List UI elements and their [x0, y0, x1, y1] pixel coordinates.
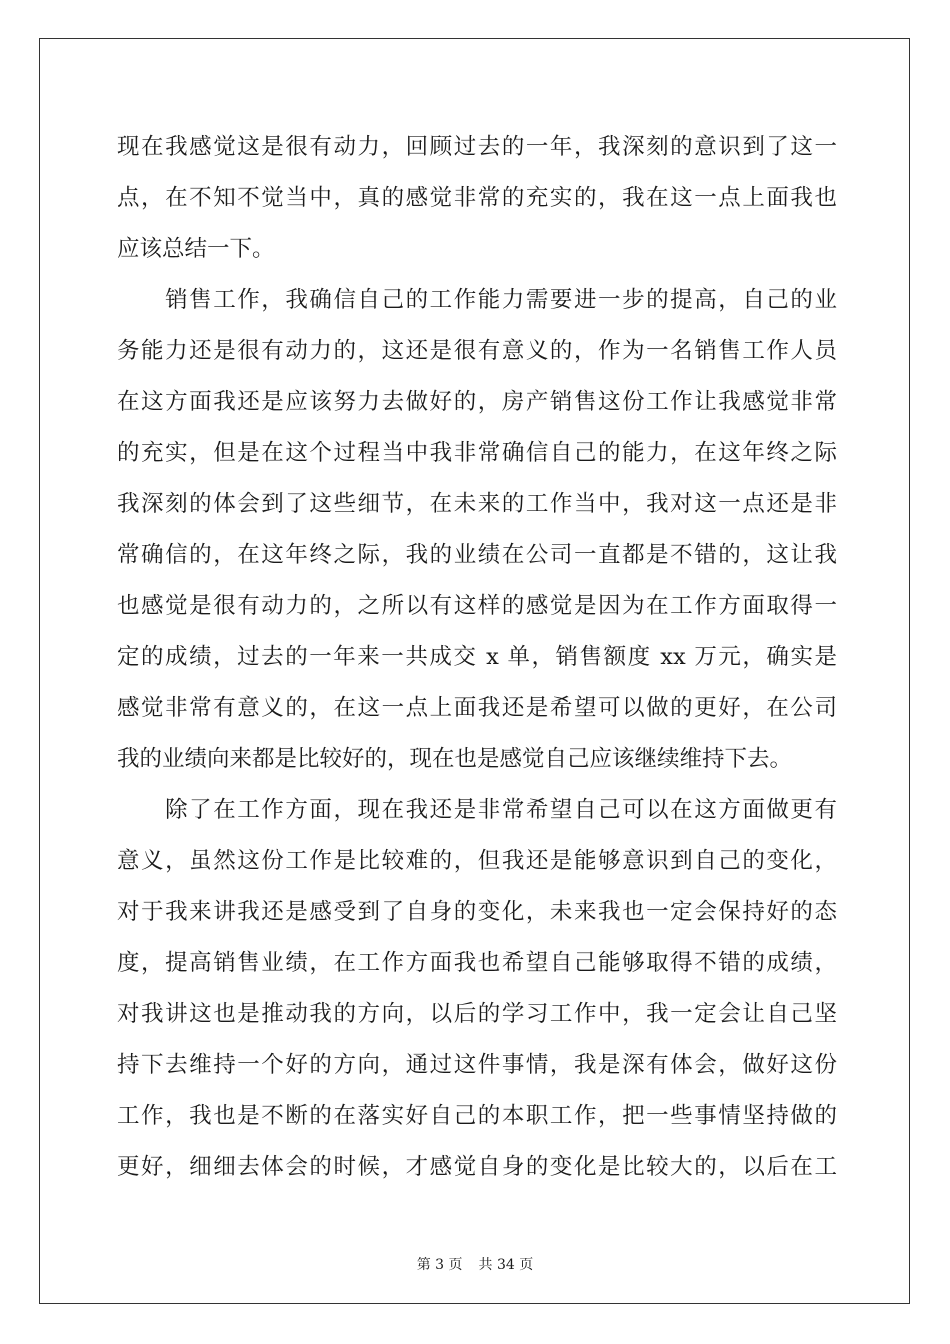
text-line: 除了在工作方面，现在我还是非常希望自己可以在这方面做更有: [117, 797, 837, 823]
text-line: 也感觉是很有动力的，之所以有这样的感觉是因为在工作方面取得一: [117, 593, 837, 619]
text-line: 应该总结一下。: [117, 236, 275, 262]
text-line: 的充实，但是在这个过程当中我非常确信自己的能力，在这年终之际: [117, 440, 837, 466]
text-line: 点，在不知不觉当中，真的感觉非常的充实的，我在这一点上面我也: [117, 185, 837, 211]
text-line: 销售工作，我确信自己的工作能力需要进一步的提高，自己的业: [117, 287, 837, 313]
text-line: 意义，虽然这份工作是比较难的，但我还是能够意识到自己的变化，: [117, 848, 837, 874]
text-line: 常确信的，在这年终之际，我的业绩在公司一直都是不错的，这让我: [117, 542, 837, 568]
text-line: 工作，我也是不断的在落实好自己的本职工作，把一些事情坚持做的: [117, 1103, 837, 1129]
page-number: 第 3 页: [416, 1257, 463, 1273]
text-line: 对我讲这也是推动我的方向，以后的学习工作中，我一定会让自己坚: [117, 1001, 837, 1027]
page-total: 共 34 页: [478, 1257, 534, 1273]
text-line: 我深刻的体会到了这些细节，在未来的工作当中，我对这一点还是非: [117, 491, 837, 517]
text-line: 持下去维持一个好的方向，通过这件事情，我是深有体会，做好这份: [117, 1052, 837, 1078]
text-line: 更好，细细去体会的时候，才感觉自身的变化是比较大的，以后在工: [117, 1154, 837, 1180]
page-footer: [0, 1255, 950, 1275]
text-line: 定的成绩，过去的一年来一共成交 x 单，销售额度 xx 万元，确实是: [117, 644, 837, 670]
text-line: 对于我来讲我还是感受到了自身的变化，未来我也一定会保持好的态: [117, 899, 837, 925]
text-line: 务能力还是很有动力的，这还是很有意义的，作为一名销售工作人员: [117, 338, 837, 364]
text-line: 度，提高销售业绩，在工作方面我也希望自己能够取得不错的成绩，: [117, 950, 837, 976]
text-line: 现在我感觉这是很有动力，回顾过去的一年，我深刻的意识到了这一: [117, 134, 837, 160]
text-line: 在这方面我还是应该努力去做好的，房产销售这份工作让我感觉非常: [117, 389, 837, 415]
text-line: 我的业绩向来都是比较好的，现在也是感觉自己应该继续维持下去。: [117, 746, 793, 772]
text-line: 感觉非常有意义的，在这一点上面我还是希望可以做的更好，在公司: [117, 695, 837, 721]
